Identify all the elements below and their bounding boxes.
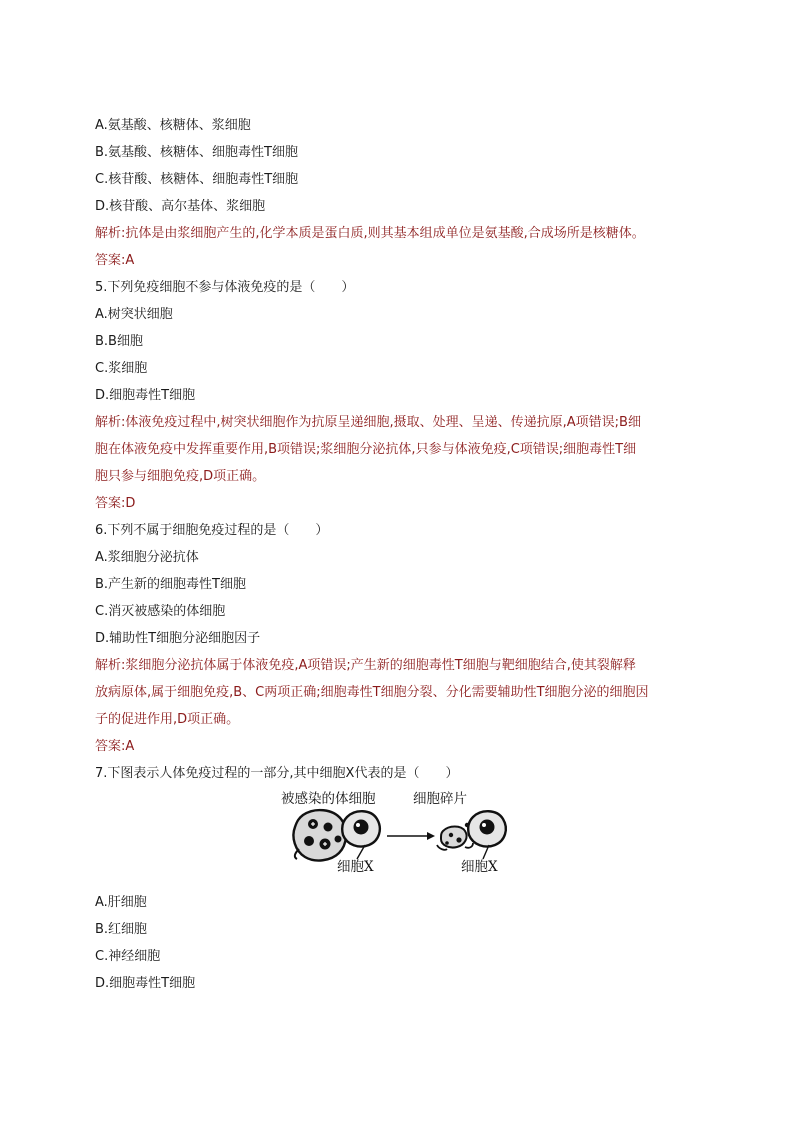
q5-stem: 5.下列免疫细胞不参与体液免疫的是（ ） <box>95 280 355 295</box>
q5-answer: 答案:D <box>95 496 136 511</box>
q5-explanation-line: 解析:体液免疫过程中,树突状细胞作为抗原呈递细胞,摄取、处理、呈递、传递抗原,A项错误;B细 <box>95 415 641 430</box>
infected-body-cell-icon <box>293 810 346 860</box>
q6-stem: 6.下列不属于细胞免疫过程的是（ ） <box>95 523 329 538</box>
q6-option-b: B.产生新的细胞毒性T细胞 <box>95 577 246 592</box>
q7-stem: 7.下图表示人体免疫过程的一部分,其中细胞X代表的是（ ） <box>95 766 459 781</box>
q5-explanation-line: 胞只参与细胞免疫,D项正确。 <box>95 469 266 484</box>
q5-option-a: A.树突状细胞 <box>95 307 173 322</box>
process-arrow <box>387 832 435 840</box>
q6-option-a: A.浆细胞分泌抗体 <box>95 550 199 565</box>
q5-explanation <box>95 409 705 490</box>
immune-process-figure <box>95 787 705 889</box>
q6-option-c: C.消灭被感染的体细胞 <box>95 604 226 619</box>
label-cell-x-right: 细胞X <box>461 859 498 875</box>
cell-x-right-icon <box>468 811 506 859</box>
q7-option-d: D.细胞毒性T细胞 <box>95 976 196 991</box>
q5-explanation-line: 胞在体液免疫中发挥重要作用,B项错误;浆细胞分泌抗体,只参与体液免疫,C项错误;细胞毒性T细 <box>95 442 637 457</box>
q4-option-a: A.氨基酸、核糖体、浆细胞 <box>95 118 251 133</box>
q7-option-a: A.肝细胞 <box>95 895 147 910</box>
q6-answer: 答案:A <box>95 739 135 754</box>
cell-x-left-icon <box>342 811 380 859</box>
q6-explanation-line: 放病原体,属于细胞免疫,B、C两项正确;细胞毒性T细胞分裂、分化需要辅助性T细胞分泌的细胞因 <box>95 685 649 700</box>
q7-option-c: C.神经细胞 <box>95 949 161 964</box>
q5-option-b: B.B细胞 <box>95 334 143 349</box>
q5-option-c: C.浆细胞 <box>95 361 148 376</box>
q5-option-d: D.细胞毒性T细胞 <box>95 388 196 403</box>
q4-option-c: C.核苷酸、核糖体、细胞毒性T细胞 <box>95 172 299 187</box>
q6-option-d: D.辅助性T细胞分泌细胞因子 <box>95 631 261 646</box>
label-cell-debris: 细胞碎片 <box>413 791 467 807</box>
q4-explanation: 解析:抗体是由浆细胞产生的,化学本质是蛋白质,则其基本组成单位是氨基酸,合成场所是核糖体。 <box>95 226 645 241</box>
immune-diagram-svg <box>95 787 705 889</box>
label-cell-x-left: 细胞X <box>337 859 374 875</box>
label-infected-cell: 被感染的体细胞 <box>281 791 376 807</box>
document-page <box>95 112 705 997</box>
q4-option-b: B.氨基酸、核糖体、细胞毒性T细胞 <box>95 145 298 160</box>
q7-option-b: B.红细胞 <box>95 922 148 937</box>
q6-explanation-line: 子的促进作用,D项正确。 <box>95 712 240 727</box>
q6-explanation <box>95 652 705 733</box>
q4-answer: 答案:A <box>95 253 135 268</box>
q6-explanation-line: 解析:浆细胞分泌抗体属于体液免疫,A项错误;产生新的细胞毒性T细胞与靶细胞结合,使其裂解释 <box>95 658 636 673</box>
q4-option-d: D.核苷酸、高尔基体、浆细胞 <box>95 199 266 214</box>
